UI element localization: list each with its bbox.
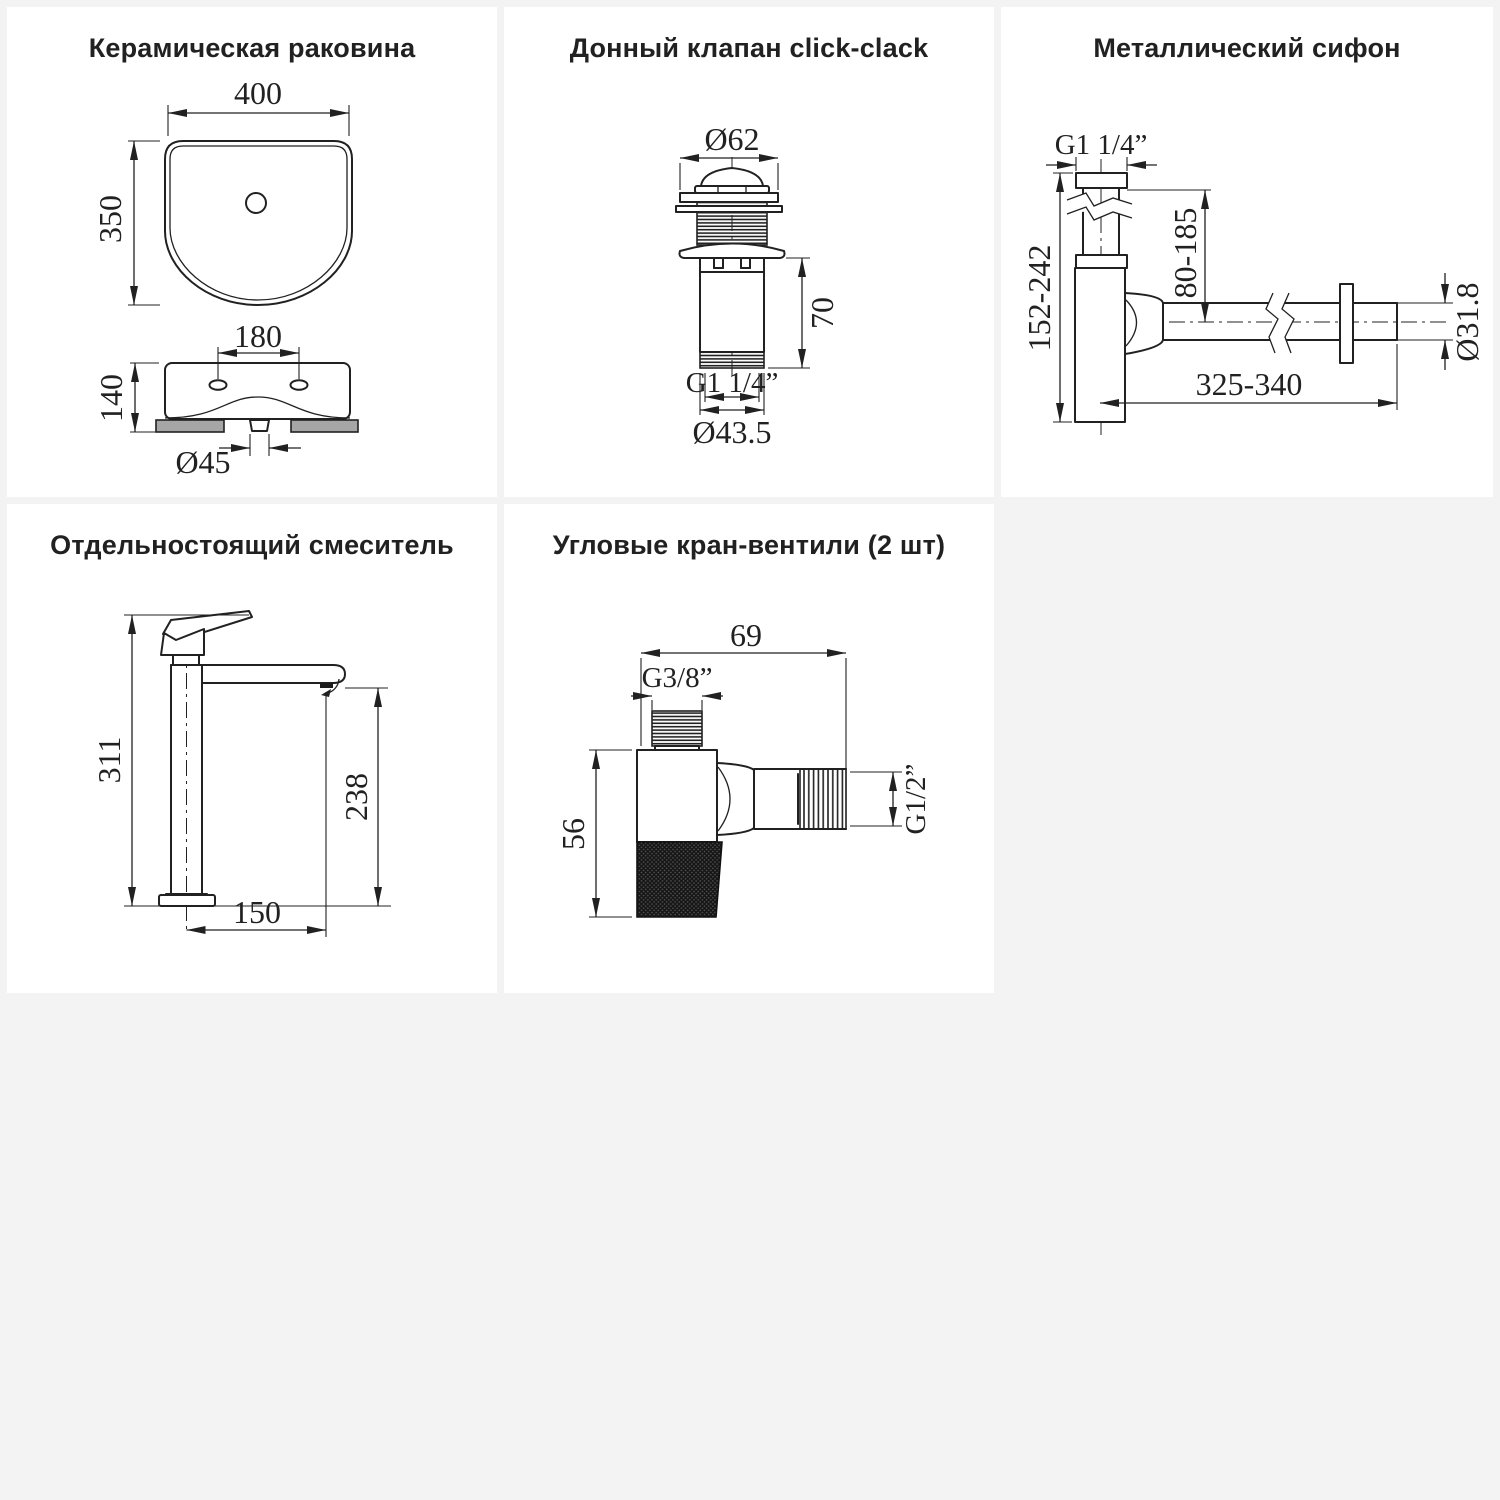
angle-valve-technical-drawing <box>504 504 994 993</box>
sink-dim-width <box>168 75 349 136</box>
valve-cap-diameter-label: Ø62 <box>704 121 760 157</box>
drain-valve-technical-drawing <box>504 7 994 497</box>
sink-drain-label: Ø45 <box>175 444 231 480</box>
mixer-spout-reach-label: 150 <box>233 894 281 930</box>
sink-hole-spacing-label: 180 <box>234 318 282 354</box>
panel-siphon-title: Металлический сифон <box>1093 33 1401 63</box>
valve-body-height-label: 70 <box>804 297 840 329</box>
angle-valve-dim-inlet-thread <box>631 662 723 710</box>
angle-valve-dim-height <box>555 750 632 917</box>
mixer-total-height-label: 311 <box>91 736 127 784</box>
panel-mixer-title: Отдельностоящий смеситель <box>50 530 454 560</box>
valve-body <box>676 168 785 368</box>
angle-valve-outlet-thread-label: G1/2” <box>900 763 932 835</box>
mixer-dim-total-height <box>91 615 391 906</box>
panel-sink-card <box>7 7 497 497</box>
sink-dim-hole-spacing <box>218 318 299 379</box>
sink-technical-drawing <box>7 7 497 497</box>
siphon-dim-total-height <box>1021 173 1073 422</box>
sink-depth-label: 350 <box>92 195 128 243</box>
siphon-pipe-diameter-label: Ø31.8 <box>1449 282 1485 362</box>
panel-mixer-card <box>7 504 497 993</box>
angle-valve-length-label: 69 <box>730 617 762 653</box>
panel-drain-valve-title: Донный клапан click-clack <box>569 33 929 63</box>
panel-angle-valve-card <box>504 504 994 993</box>
mixer-technical-drawing <box>7 504 497 993</box>
panel-siphon-card <box>1001 7 1493 497</box>
sink-top-view <box>165 141 352 305</box>
siphon-horizontal-length-label: 325-340 <box>1195 366 1303 402</box>
valve-thread-diameter-label: Ø43.5 <box>692 414 772 450</box>
empty-cell <box>1001 504 1493 993</box>
panel-angle-valve-title: Угловые кран-вентили (2 шт) <box>552 530 946 560</box>
valve-thread-label: G1 1/4” <box>685 367 779 399</box>
sink-height-label: 140 <box>93 374 129 422</box>
mixer-spout-height-label: 238 <box>338 773 374 821</box>
siphon-technical-drawing <box>1001 7 1493 497</box>
angle-valve-body <box>637 711 846 917</box>
panel-drain-valve-card <box>504 7 994 497</box>
sink-dim-height <box>93 363 159 432</box>
angle-valve-dim-outlet-thread <box>850 764 932 835</box>
mixer-dim-spout-height <box>338 688 388 906</box>
angle-valve-height-label: 56 <box>555 818 591 850</box>
angle-valve-inlet-thread-label: G3/8” <box>641 662 713 694</box>
valve-dim-body-height <box>768 258 840 368</box>
siphon-inlet-height-label: 80-185 <box>1167 207 1203 299</box>
sink-dim-depth <box>92 141 160 305</box>
siphon-inlet-thread-label: G1 1/4” <box>1054 129 1148 161</box>
panel-sink-title: Керамическая раковина <box>88 33 416 63</box>
siphon-total-height-label: 152-242 <box>1021 244 1057 352</box>
sink-width-label: 400 <box>234 75 282 111</box>
sink-front-view <box>156 363 358 432</box>
sink-dim-drain <box>175 434 301 480</box>
